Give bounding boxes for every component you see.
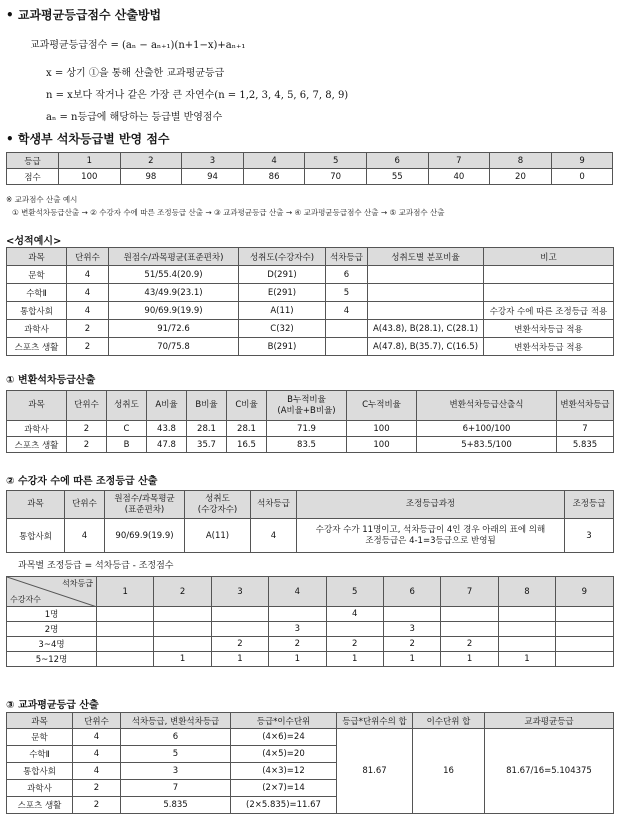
column-header: 변환석차등급산출식 <box>417 391 557 421</box>
table-cell: 과학사 <box>7 421 67 437</box>
table-cell: 2 <box>326 637 383 652</box>
table-cell: 100 <box>347 421 417 437</box>
table-cell: 91/72.6 <box>109 320 239 338</box>
table-cell: C(32) <box>239 320 326 338</box>
column-header: 원점수/과목평균 (표준편차) <box>105 491 185 519</box>
score-cell: 94 <box>182 169 244 185</box>
table-cell: A(47.8), B(35.7), C(16.5) <box>368 338 484 356</box>
table-cell <box>556 652 613 667</box>
step3-title: ③ 교과평균등급 산출 <box>6 700 99 711</box>
table-row <box>7 652 614 667</box>
column-header: 등급*이수단위 <box>231 713 337 729</box>
table-cell <box>211 622 268 637</box>
table-row <box>7 302 614 320</box>
table-cell: 4 <box>67 284 109 302</box>
table-cell: 4 <box>326 607 383 622</box>
table-cell: 71.9 <box>267 421 347 437</box>
step1-table <box>6 390 614 453</box>
table-cell: 2 <box>269 637 326 652</box>
table-cell <box>97 652 154 667</box>
row-label: 5~12명 <box>7 652 97 667</box>
table-cell: 5.835 <box>557 437 614 453</box>
section2-heading <box>6 130 170 147</box>
column-header: 4 <box>269 577 326 607</box>
grade-cell: 3 <box>182 153 244 169</box>
table-cell: 스포츠 생활 <box>7 338 67 356</box>
table-cell: 35.7 <box>187 437 227 453</box>
table-cell: 1 <box>269 652 326 667</box>
table-cell <box>97 622 154 637</box>
row-label: 1명 <box>7 607 97 622</box>
adjust-caption: 과목별 조정등급 = 석차등급 - 조정점수 <box>18 561 174 571</box>
table-cell <box>498 622 555 637</box>
table-cell: 2 <box>383 637 440 652</box>
column-header: 과목 <box>7 491 65 519</box>
table-cell: 3 <box>121 763 231 780</box>
step2-header-row <box>7 491 614 519</box>
column-header: 등급*단위수의 합 <box>337 713 413 729</box>
table-cell: 100 <box>347 437 417 453</box>
score-header: 점수 <box>7 169 59 185</box>
column-header: 9 <box>556 577 613 607</box>
table-cell <box>326 622 383 637</box>
table-row <box>7 637 614 652</box>
column-header: 성취도 (수강자수) <box>185 491 251 519</box>
table-cell: 83.5 <box>267 437 347 453</box>
grade-cell: 1 <box>59 153 121 169</box>
grade-cell: 8 <box>490 153 552 169</box>
table-cell: 1 <box>383 652 440 667</box>
table-cell: 90/69.9(19.9) <box>105 519 185 553</box>
row-label: 2명 <box>7 622 97 637</box>
step2-table <box>6 490 614 553</box>
column-header: 3 <box>211 577 268 607</box>
table-cell: 1 <box>326 652 383 667</box>
row-label: 3~4명 <box>7 637 97 652</box>
table-cell: (4×5)=20 <box>231 746 337 763</box>
table-cell <box>556 622 613 637</box>
table-cell: 스포츠 생활 <box>7 437 67 453</box>
table-cell <box>97 607 154 622</box>
grade-score-table <box>6 152 613 185</box>
merged-sum-product: 81.67 <box>337 729 413 814</box>
table-cell <box>368 266 484 284</box>
table-row <box>7 421 614 437</box>
table-cell: 과학사 <box>7 780 73 797</box>
table-cell: 수강자 수에 따른 조정등급 적용 <box>484 302 614 320</box>
table-cell: 2 <box>73 780 121 797</box>
column-header: 1 <box>97 577 154 607</box>
table-cell <box>498 607 555 622</box>
table-cell: 6 <box>121 729 231 746</box>
column-header: 교과평균등급 <box>485 713 614 729</box>
column-header: 성취도 <box>107 391 147 421</box>
example-header-row <box>7 248 614 266</box>
table-cell: 스포츠 생활 <box>7 797 73 814</box>
score-cell: 40 <box>428 169 490 185</box>
table-cell: 16.5 <box>227 437 267 453</box>
table-cell: 수강자 수가 11명이고, 석차등급이 4인 경우 아래의 표에 의해 조정등급은 4-1=3등급으로 반영됨 <box>297 519 565 553</box>
section1-title: 교과평균등급점수 산출방법 <box>17 8 162 22</box>
table-cell: 4 <box>65 519 105 553</box>
example-table <box>6 247 614 356</box>
grade-cell: 9 <box>551 153 613 169</box>
grade-cell: 4 <box>243 153 305 169</box>
column-header: 석차등급, 변환석차등급 <box>121 713 231 729</box>
table-cell: 90/69.9(19.9) <box>109 302 239 320</box>
table-cell <box>556 607 613 622</box>
step3-table <box>6 712 614 814</box>
table-cell: 43.8 <box>147 421 187 437</box>
table-row <box>7 519 614 553</box>
note-steps: ① 변환석차등급산출 → ② 수강자 수에 따른 조정등급 산출 → ③ 교과평균등급 산출 → ④ 교과평균등급점수 산출 → ⑤ 교과점수 산출 <box>12 208 445 217</box>
table-cell <box>154 637 211 652</box>
table-cell: 5.835 <box>121 797 231 814</box>
table-cell: D(291) <box>239 266 326 284</box>
table-cell <box>154 607 211 622</box>
column-header: 5 <box>326 577 383 607</box>
table-cell <box>269 607 326 622</box>
table-row <box>7 607 614 622</box>
score-cell: 55 <box>366 169 428 185</box>
column-header: 8 <box>498 577 555 607</box>
table-row <box>7 729 614 746</box>
table-cell: 2 <box>67 437 107 453</box>
note-title: ※ 교과점수 산출 예시 <box>6 195 78 204</box>
table-cell <box>484 266 614 284</box>
merged-average: 81.67/16=5.104375 <box>485 729 614 814</box>
column-header: 6 <box>383 577 440 607</box>
column-header: 변환석차등급 <box>557 391 614 421</box>
definition-x: x = 상기 ①을 통해 산출한 교과평균등급 <box>46 68 225 79</box>
table-cell <box>441 607 498 622</box>
example-title: <성적예시> <box>6 236 62 247</box>
table-cell: 변환석차등급 적용 <box>484 338 614 356</box>
table-cell: 4 <box>251 519 297 553</box>
table-cell: B(291) <box>239 338 326 356</box>
table-cell: 수학Ⅱ <box>7 746 73 763</box>
score-row <box>7 169 613 185</box>
table-cell: 28.1 <box>187 421 227 437</box>
table-cell: (2×5.835)=11.67 <box>231 797 337 814</box>
table-row <box>7 320 614 338</box>
table-cell <box>326 320 368 338</box>
corner-top-label: 석차등급 <box>62 579 93 588</box>
column-header: 단위수 <box>73 713 121 729</box>
table-cell: A(11) <box>185 519 251 553</box>
score-cell: 20 <box>490 169 552 185</box>
grade-header: 등급 <box>7 153 59 169</box>
table-cell: 51/55.4(20.9) <box>109 266 239 284</box>
table-cell: 2 <box>67 421 107 437</box>
table-cell: 통합사회 <box>7 519 65 553</box>
table-cell: 1 <box>441 652 498 667</box>
table-cell <box>154 622 211 637</box>
formula: 교과평균등급점수 = (aₙ − aₙ₊₁)(n+1−x)+aₙ₊₁ <box>30 40 246 51</box>
table-cell: 2 <box>67 338 109 356</box>
adjust-table <box>6 576 614 667</box>
table-cell: 6 <box>326 266 368 284</box>
score-cell: 100 <box>59 169 121 185</box>
column-header: B누적비율 (A비율+B비율) <box>267 391 347 421</box>
section1-heading <box>6 6 161 23</box>
step1-title: ① 변환석차등급산출 <box>6 375 96 386</box>
table-cell: 6+100/100 <box>417 421 557 437</box>
table-cell <box>484 284 614 302</box>
table-cell: 5 <box>121 746 231 763</box>
table-cell: 과학사 <box>7 320 67 338</box>
table-cell: 3 <box>269 622 326 637</box>
column-header: 석차등급 <box>326 248 368 266</box>
table-row <box>7 338 614 356</box>
adjust-header-row <box>7 577 614 607</box>
table-cell: A(11) <box>239 302 326 320</box>
column-header: 7 <box>441 577 498 607</box>
table-cell: 수학Ⅱ <box>7 284 67 302</box>
table-cell: 통합사회 <box>7 763 73 780</box>
table-cell: 2 <box>67 320 109 338</box>
column-header: 조정등급 <box>565 491 614 519</box>
table-cell: E(291) <box>239 284 326 302</box>
table-cell: 3 <box>565 519 614 553</box>
table-cell: B <box>107 437 147 453</box>
grade-cell: 7 <box>428 153 490 169</box>
column-header: 단위수 <box>67 248 109 266</box>
grade-row <box>7 153 613 169</box>
table-cell: 1 <box>154 652 211 667</box>
table-cell: 4 <box>73 763 121 780</box>
section2-title: 학생부 석차등급별 반영 점수 <box>17 132 170 146</box>
column-header: C누적비율 <box>347 391 417 421</box>
grade-cell: 6 <box>366 153 428 169</box>
table-cell: 5 <box>326 284 368 302</box>
table-cell <box>556 637 613 652</box>
table-cell: 2 <box>73 797 121 814</box>
column-header: 성취도별 분포비율 <box>368 248 484 266</box>
table-cell: 변환석차등급 적용 <box>484 320 614 338</box>
score-cell: 86 <box>243 169 305 185</box>
table-cell <box>368 284 484 302</box>
score-cell: 0 <box>551 169 613 185</box>
table-cell: C <box>107 421 147 437</box>
column-header: 과목 <box>7 713 73 729</box>
table-cell: 4 <box>67 266 109 284</box>
table-cell: (4×3)=12 <box>231 763 337 780</box>
column-header: 2 <box>154 577 211 607</box>
table-cell <box>441 622 498 637</box>
definition-a: aₙ = n등급에 해당하는 등급별 반영점수 <box>46 112 223 123</box>
table-cell: (2×7)=14 <box>231 780 337 797</box>
column-header: 단위수 <box>67 391 107 421</box>
column-header: A비율 <box>147 391 187 421</box>
table-cell <box>368 302 484 320</box>
column-header: 과목 <box>7 248 67 266</box>
score-cell: 70 <box>305 169 367 185</box>
table-cell <box>211 607 268 622</box>
column-header: 조정등급과정 <box>297 491 565 519</box>
column-header: 석차등급 <box>251 491 297 519</box>
table-cell: 통합사회 <box>7 302 67 320</box>
table-cell <box>97 637 154 652</box>
table-row <box>7 284 614 302</box>
table-cell: 문학 <box>7 729 73 746</box>
column-header: 비고 <box>484 248 614 266</box>
table-cell: 2 <box>211 637 268 652</box>
bullet: • <box>6 8 18 22</box>
definition-n: n = x보다 작거나 같은 가장 큰 자연수(n = 1,2, 3, 4, 5, 6, 7, 8, 9) <box>46 90 349 101</box>
table-cell: 4 <box>67 302 109 320</box>
table-cell: 4 <box>73 746 121 763</box>
table-cell: 28.1 <box>227 421 267 437</box>
table-cell: (4×6)=24 <box>231 729 337 746</box>
step1-header-row <box>7 391 614 421</box>
table-cell: 7 <box>121 780 231 797</box>
step3-header-row <box>7 713 614 729</box>
corner-header <box>7 577 97 607</box>
grade-cell: 5 <box>305 153 367 169</box>
table-cell: 47.8 <box>147 437 187 453</box>
table-cell: 3 <box>383 622 440 637</box>
score-cell: 98 <box>120 169 182 185</box>
corner-bottom-label: 수강자수 <box>10 595 41 604</box>
merged-sum-units: 16 <box>413 729 485 814</box>
table-cell <box>383 607 440 622</box>
grade-cell: 2 <box>120 153 182 169</box>
column-header: 단위수 <box>65 491 105 519</box>
column-header: C비율 <box>227 391 267 421</box>
table-row <box>7 266 614 284</box>
table-cell: 1 <box>211 652 268 667</box>
column-header: 원점수/과목평균(표준편차) <box>109 248 239 266</box>
column-header: B비율 <box>187 391 227 421</box>
column-header: 성취도(수강자수) <box>239 248 326 266</box>
table-cell: 1 <box>498 652 555 667</box>
column-header: 과목 <box>7 391 67 421</box>
bullet: • <box>6 132 18 146</box>
table-cell: 4 <box>73 729 121 746</box>
column-header: 이수단위 합 <box>413 713 485 729</box>
table-cell: 4 <box>326 302 368 320</box>
table-cell: 2 <box>441 637 498 652</box>
table-cell <box>326 338 368 356</box>
table-cell: 43/49.9(23.1) <box>109 284 239 302</box>
table-cell: 7 <box>557 421 614 437</box>
table-cell: 5+83.5/100 <box>417 437 557 453</box>
step2-title: ② 수강자 수에 따른 조정등급 산출 <box>6 476 158 487</box>
table-cell: 70/75.8 <box>109 338 239 356</box>
table-cell: A(43.8), B(28.1), C(28.1) <box>368 320 484 338</box>
table-cell <box>498 637 555 652</box>
table-cell: 문학 <box>7 266 67 284</box>
table-row <box>7 437 614 453</box>
table-row <box>7 622 614 637</box>
